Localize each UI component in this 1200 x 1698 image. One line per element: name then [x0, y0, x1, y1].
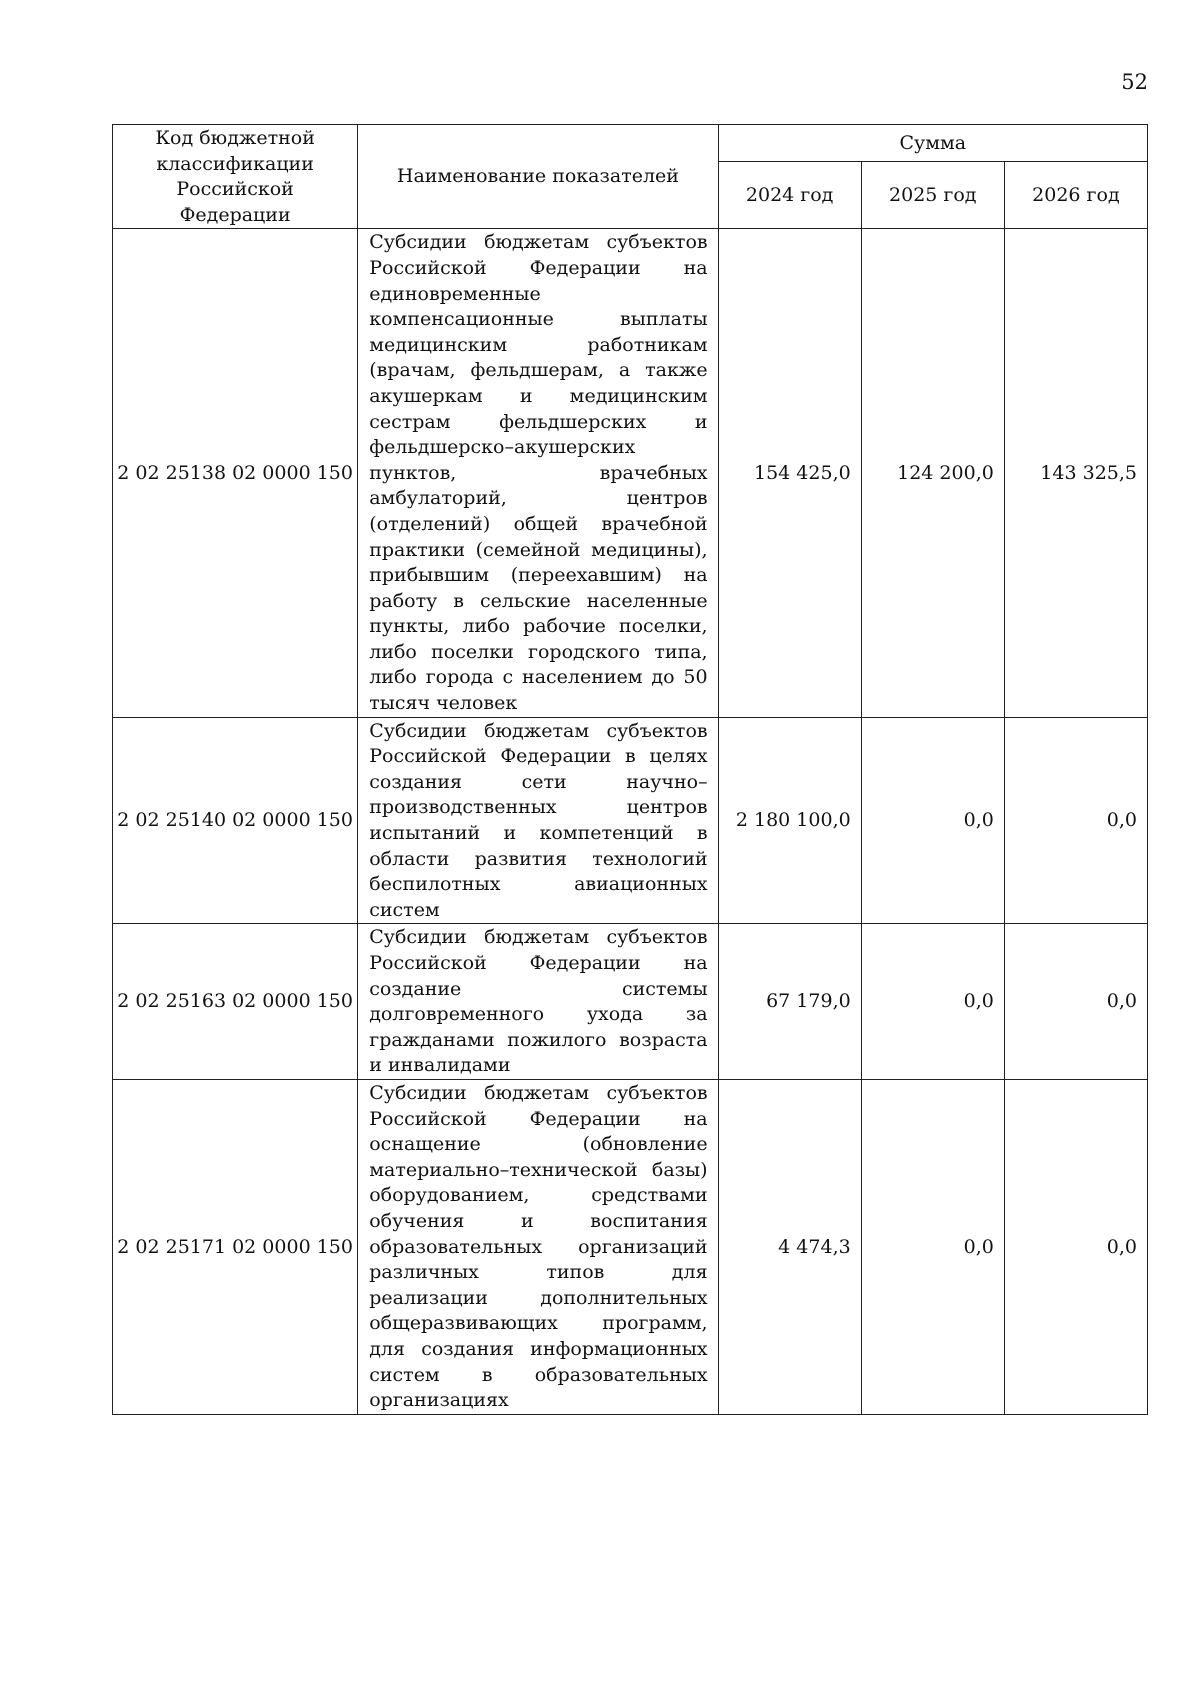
header-year-2024: 2024 год	[718, 162, 861, 229]
header-row	[113, 125, 1148, 162]
table-row	[113, 229, 1148, 717]
cell-name: Субсидии бюджетам субъектов Российской Федерации в целях создания сети научно–производственных центров испытаний и компетенций в области развития технологий беспилотных авиационных систем	[358, 717, 718, 924]
cell-2024: 4 474,3	[718, 1079, 861, 1414]
cell-code: 2 02 25163 02 0000 150	[113, 924, 358, 1080]
table-row	[113, 717, 1148, 924]
cell-2025: 124 200,0	[861, 229, 1004, 717]
cell-2025: 0,0	[861, 1079, 1004, 1414]
cell-2024: 67 179,0	[718, 924, 861, 1080]
budget-table	[112, 124, 1148, 1415]
cell-name: Субсидии бюджетам субъектов Российской Федерации на единовременные компенсационные выплаты медицинским работникам (врачам, фельдшерам, а также акушеркам и медицинским сестрам фельдшерских и фельдшерско–акушерских пунктов, врачебных амбулаторий, центров (отделений) общей врачебной практики (семейной медицины), прибывшим (переехавшим) на работу в сельские населенные пункты, либо рабочие поселки, либо поселки городского типа, либо города с населением до 50 тысяч человек	[358, 229, 718, 717]
table-row	[113, 1079, 1148, 1414]
header-year-2026: 2026 год	[1004, 162, 1147, 229]
cell-2026: 0,0	[1004, 717, 1147, 924]
header-code: Код бюджетной классификации Российской Федерации	[113, 125, 358, 229]
cell-code: 2 02 25140 02 0000 150	[113, 717, 358, 924]
cell-2024: 2 180 100,0	[718, 717, 861, 924]
cell-code: 2 02 25171 02 0000 150	[113, 1079, 358, 1414]
table-row	[113, 924, 1148, 1080]
cell-2026: 0,0	[1004, 1079, 1147, 1414]
table-body	[113, 229, 1148, 1414]
page-number: 52	[1121, 70, 1148, 94]
cell-name: Субсидии бюджетам субъектов Российской Федерации на создание системы долговременного ухода за гражданами пожилого возраста и инвалидами	[358, 924, 718, 1080]
header-name: Наименование показателей	[358, 125, 718, 229]
cell-2026: 0,0	[1004, 924, 1147, 1080]
cell-name: Субсидии бюджетам субъектов Российской Федерации на оснащение (обновление материально–технической базы) оборудованием, средствами обучения и воспитания образовательных организаций различных типов для реализации дополнительных общеразвивающих программ, для создания информационных систем в образовательных организациях	[358, 1079, 718, 1414]
cell-2025: 0,0	[861, 924, 1004, 1080]
header-sum: Сумма	[718, 125, 1147, 162]
header-year-2025: 2025 год	[861, 162, 1004, 229]
table-header	[113, 125, 1148, 229]
cell-2026: 143 325,5	[1004, 229, 1147, 717]
cell-2025: 0,0	[861, 717, 1004, 924]
cell-code: 2 02 25138 02 0000 150	[113, 229, 358, 717]
cell-2024: 154 425,0	[718, 229, 861, 717]
